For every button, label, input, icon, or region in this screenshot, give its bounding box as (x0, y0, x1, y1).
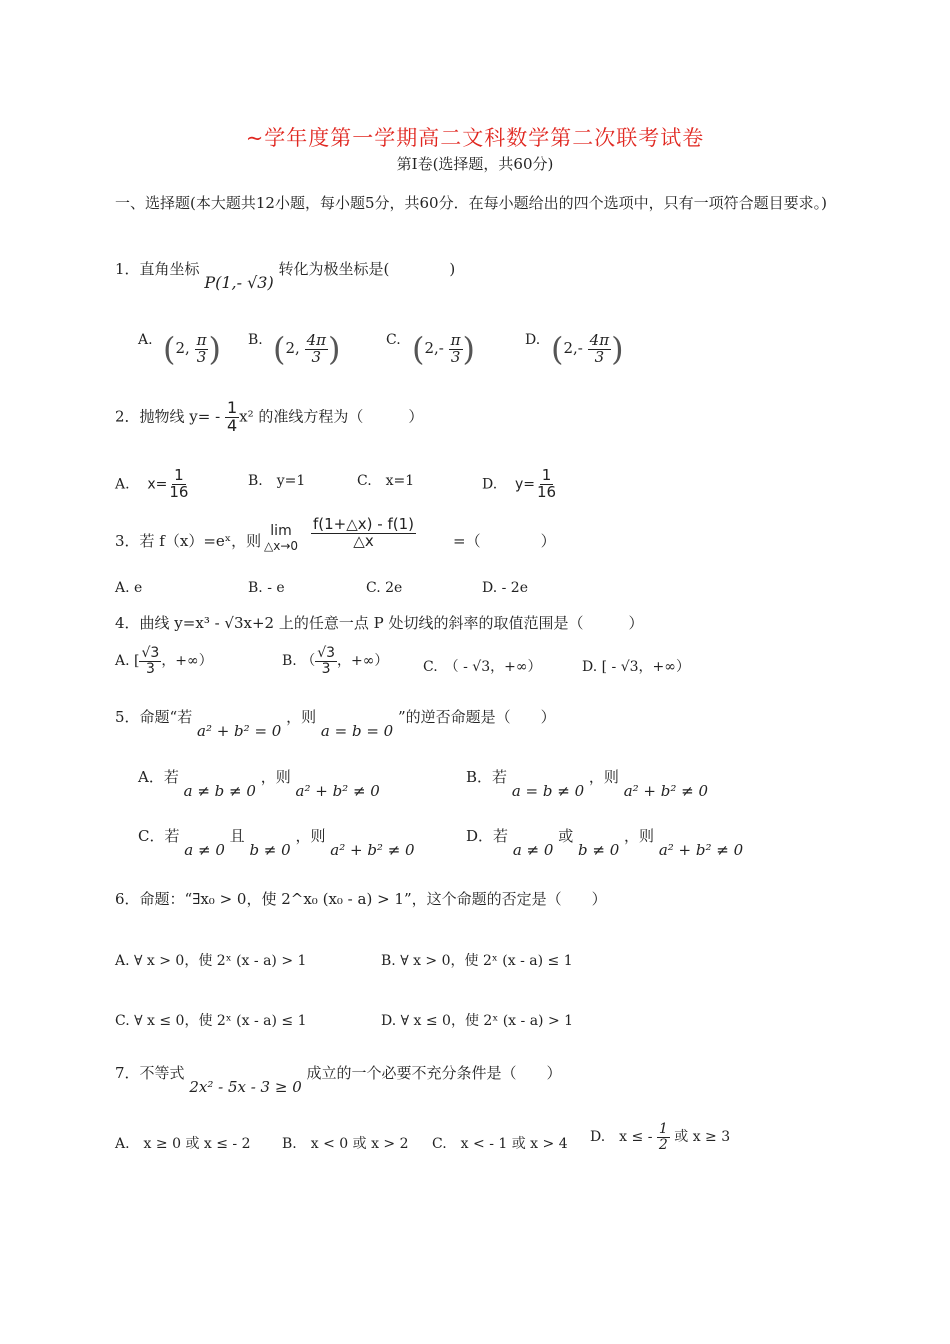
q5-a-cond: a ≠ b ≠ 0 (183, 782, 256, 800)
q3-lim: lim (270, 523, 292, 539)
q3-limit (264, 523, 298, 553)
q3-option-a[interactable]: A. e (115, 580, 143, 596)
q5-c-concl: a² + b² ≠ 0 (330, 841, 415, 859)
q4-option-b[interactable] (282, 646, 388, 676)
q5-b-label: B．若 (466, 768, 508, 786)
q2-d-num: 1 (541, 466, 552, 484)
q4-option-a[interactable] (115, 646, 213, 676)
q4-a-num: √3 (141, 645, 160, 661)
q2-stem-text: 2．抛物线 y= - (115, 407, 221, 426)
q4-stem: 4．曲线 y=x³ - √3x+2 上的任意一点 P 处切线的斜率的取值范围是（ ） (115, 614, 644, 632)
q2-option-d[interactable] (482, 468, 558, 501)
q2-a-den: 16 (169, 482, 189, 501)
q1-tail: 转化为极坐标是( ) (278, 260, 456, 278)
q1-d-val: 2,- (563, 339, 583, 357)
q1-point: P(1,- √3) (204, 273, 274, 292)
q6-stem: 6．命题：“∃x₀ > 0，使 2^x₀ (x₀ - a) > 1”，这个命题的否定是（ ） (115, 890, 607, 908)
q1-option-c[interactable]: (2,- $\frac{\pi}{3}$ ) (412, 330, 475, 368)
q1-stem-text: 1．直角坐标 (115, 260, 200, 278)
q6-option-a[interactable]: A. ∀ x > 0，使 2ˣ (x - a) > 1 (115, 953, 307, 969)
q7-option-c[interactable]: C. x < - 1 或 x > 4 (432, 1136, 568, 1152)
q4-b-tail: ，+∞） (337, 653, 389, 670)
q5-b-concl: a² + b² ≠ 0 (623, 782, 709, 800)
q5-c-cond2: b ≠ 0 (249, 841, 291, 859)
q1-option-a[interactable]: (2, $\frac{\pi}{3}$ ) (163, 330, 221, 368)
q1-option-d[interactable]: (2,- $\frac{4\pi}{3}$ ) (551, 330, 624, 368)
q5-mid: ，则 (286, 708, 317, 726)
q3-stem-text: 3．若 f（x）=eˣ，则 (115, 532, 262, 550)
q1-option-b[interactable]: (2, $\frac{4\pi}{3}$ ) (273, 330, 341, 368)
q2-a-pre: x= (147, 476, 168, 493)
q7-d-label: D. x ≤ - (590, 1129, 653, 1146)
q5-a-label: A．若 (138, 768, 179, 786)
q5-c-mid: ，则 (295, 827, 326, 845)
q6-option-c[interactable]: C. ∀ x ≤ 0，使 2ˣ (x - a) ≤ 1 (115, 1013, 307, 1029)
q1-c-val: 2,- (424, 339, 444, 357)
q1-b-val: 2, (285, 339, 300, 357)
q1-option-c-label: C. (386, 332, 401, 348)
q5-tail: ”的逆否命题是（ ） (398, 708, 556, 726)
q4-option-c[interactable]: C. （ - √3，+∞） (423, 659, 542, 675)
q4-b-den: 3 (321, 660, 331, 677)
q1-a-val: 2, (175, 339, 190, 357)
q4-b-label: B. （ (282, 653, 316, 670)
q3-tail: =（ ） (453, 532, 556, 550)
q5-c-cond1: a ≠ 0 (184, 841, 225, 859)
q7-option-d[interactable] (590, 1122, 730, 1152)
q3-den: △x (353, 531, 374, 550)
q5-option-a[interactable] (138, 766, 380, 800)
q1-d-den: 3 (594, 347, 605, 366)
q5-stem (115, 706, 556, 740)
q5-option-c[interactable] (138, 825, 415, 859)
q1-c-den: 3 (450, 347, 461, 366)
q5-concl: a = b = 0 (320, 722, 394, 740)
q5-d-cond2: b ≠ 0 (577, 841, 620, 859)
q3-stem (115, 530, 261, 551)
q2-den: 4 (226, 415, 238, 435)
q2-stem (115, 400, 423, 435)
q7-option-a[interactable]: A. x ≥ 0 或 x ≤ - 2 (115, 1136, 251, 1152)
q1-b-den: 3 (311, 347, 322, 366)
q2-d-den: 16 (537, 482, 557, 501)
q7-option-b[interactable]: B. x < 0 或 x > 2 (282, 1136, 409, 1152)
q2-d-pre: y= (515, 476, 536, 493)
q2-option-c[interactable]: C. x=1 (357, 473, 415, 489)
q1-a-num: π (196, 330, 207, 349)
q6-option-b[interactable]: B. ∀ x > 0，使 2ˣ (x - a) ≤ 1 (381, 953, 573, 969)
q5-c-label: C．若 (138, 827, 180, 845)
q7-tail: 成立的一个必要不充分条件是（ ） (306, 1064, 562, 1082)
q1-option-d-label: D. (525, 332, 541, 348)
q5-stem-text: 5．命题“若 (115, 708, 193, 726)
q5-d-mid: ，则 (624, 827, 655, 845)
page-subtitle: 第Ⅰ卷(选择题，共60分) (396, 155, 554, 173)
q3-lim-sub: △x→0 (264, 539, 299, 553)
q1-option-a-label: A. (138, 332, 153, 348)
q7-stem (115, 1062, 562, 1096)
q1-c-num: π (450, 330, 461, 349)
q2-a-label: A. (115, 476, 130, 493)
q2-a-num: 1 (174, 466, 184, 484)
q5-d-concl: a² + b² ≠ 0 (658, 841, 744, 859)
q2-option-b[interactable]: B. y=1 (248, 473, 306, 489)
q3-fraction (311, 517, 416, 550)
q5-a-mid: ，则 (260, 768, 291, 786)
q5-a-concl: a² + b² ≠ 0 (295, 782, 380, 800)
q3-option-b[interactable]: B. - e (248, 580, 285, 596)
q5-c-and: 且 (229, 827, 245, 845)
q7-ineq: 2x² - 5x - 3 ≥ 0 (189, 1078, 302, 1096)
q5-b-cond: a = b ≠ 0 (511, 782, 585, 800)
q7-d-den: 2 (658, 1136, 668, 1153)
q7-d-num: 1 (658, 1121, 668, 1137)
q3-option-d[interactable]: D. - 2e (482, 580, 528, 596)
q2-d-label: D. (482, 476, 498, 493)
q2-num: 1 (226, 398, 238, 417)
q1-option-b-label: B. (248, 332, 263, 348)
page-title: ~学年度第一学期高二文科数学第二次联考试卷 (245, 126, 705, 150)
q7-stem-text: 7．不等式 (115, 1064, 185, 1082)
q5-option-b[interactable] (466, 766, 709, 800)
q1-stem (115, 258, 456, 292)
q4-a-den: 3 (145, 660, 155, 677)
q4-a-label: A. [ (115, 653, 140, 670)
q4-option-d[interactable]: D. [ - √3，+∞） (582, 659, 690, 675)
q4-a-tail: ，+∞） (161, 653, 213, 670)
q7-d-tail: 或 x ≥ 3 (674, 1129, 731, 1146)
q5-cond: a² + b² = 0 (197, 722, 282, 740)
q3-option-c[interactable]: C. 2e (366, 580, 403, 596)
q1-d-num: 4π (589, 330, 610, 349)
q5-d-or: 或 (558, 827, 574, 845)
q6-option-d[interactable]: D. ∀ x ≤ 0，使 2ˣ (x - a) > 1 (381, 1013, 574, 1029)
q2-tail: x² 的准线方程为（ ） (239, 407, 424, 426)
q5-d-label: D．若 (466, 827, 509, 845)
q3-num: f(1+△x) - f(1) (313, 515, 414, 533)
q1-a-den: 3 (196, 347, 207, 366)
q5-b-mid: ，则 (588, 768, 619, 786)
q2-option-a[interactable] (115, 468, 190, 501)
q4-b-num: √3 (317, 645, 336, 661)
section-intro: 一、选择题(本大题共12小题，每小题5分，共60分．在每小题给出的四个选项中，只有一项符合题目要求。) (115, 194, 827, 212)
q5-option-d[interactable] (466, 825, 744, 859)
q5-d-cond1: a ≠ 0 (512, 841, 554, 859)
q1-b-num: 4π (306, 330, 326, 349)
